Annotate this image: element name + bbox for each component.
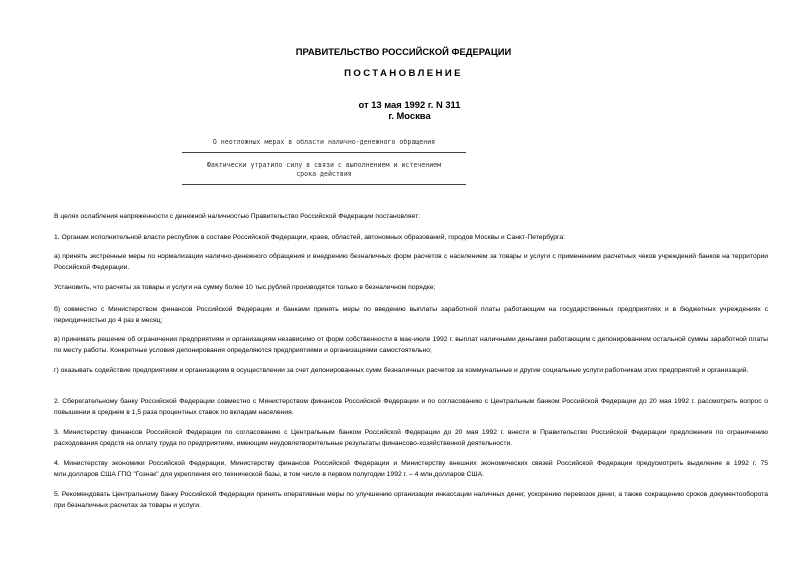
paragraph-1g: г) оказывать содействие предприятиям и организациям в осуществлении за счет депонированных сумм безналичных расчетов за коммунальные и другие социальные услуги работникам этих предприятий и организаций. — [54, 367, 749, 374]
paragraph-1a: а) принять экстренные меры по нормализации налично-денежного обращения и внедрению безналичных форм расчетов с населением за товары и услуги с применением расчетных чеков учреждений банков на территории Российской Федерации. — [54, 253, 768, 271]
paragraph-3: 3. Министерству финансов Российской Федерации по согласованию с Центральным банком Российской Федерации до 20 мая 1992 г. внести в Правительство Российской Федерации предложения по ограничению расходования средств на оплату труда по предприятиям, имеющим неудовлетворительные результаты финансово-хозяйственной деятельности. — [54, 429, 768, 447]
note-divider-top — [182, 152, 466, 153]
paragraph-2: 2. Сберегательному банку Российской Федерации совместно с Министерством финансов Российской Федерации и по согласованию с Центральным банком Российской Федерации до 20 мая 1992 г. рассмотреть вопрос о повышении в среднем в 1,5 раза процентных ставок по вкладам населения. — [54, 398, 768, 416]
document-type-heading: ПОСТАНОВЛЕНИЕ — [344, 68, 463, 79]
city-line: г. Москва — [388, 110, 431, 121]
status-note-line1: Фактически утратило силу в связи с выполнением и истечением — [206, 161, 442, 169]
date-number-line: от 13 мая 1992 г. N 311 — [358, 99, 461, 110]
paragraph-1v: в) принимать решение об ограничении предприятиям и организациям независимо от форм собственности в мае-июле 1992 г. выплат наличными деньгами работающим с депонированием остальной суммы заработной платы по месту работы. Конкретные условия депонирования определяются предприятиями и организациями самостоятельно; — [54, 336, 768, 354]
note-divider-bottom — [182, 184, 466, 185]
paragraph-4: 4. Министерству экономики Российской Федерации, Министерству финансов Российской Федерации и Министерству внешних экономических связей Российской Федерации предусмотреть выделение в 1992 г. 75 млн.долларов США ГПО "Гознак" для укрепления его технической базы, в том числе в первом полугодии 1992 г. – 4 млн.долларов США. — [54, 460, 768, 478]
paragraph-1: 1. Органам исполнительной власти республик в составе Российской Федерации, краев, областей, автономных образований, городов Москвы и Санкт-Петербурга: — [54, 234, 565, 241]
paragraph-5: 5. Рекомендовать Центральному банку Российской Федерации принять оперативные меры по улучшению организации инкассации наличных денег, ускорению перевозок денег, а также сокращению сроков документооборота при безналичных расчетах за товары и услуги. — [54, 491, 768, 509]
status-note-line2: срока действия — [296, 170, 352, 178]
paragraph-1b: б) совместно с Министерством финансов Российской Федерации и банками принять меры по введению выплаты заработной платы работающим на государственных предприятиях и в бюджетных учреждениях с периодичностью до 4 раз в месяц; — [54, 306, 768, 324]
subject-note: О неотложных мерах в области налично-денежного обращения — [212, 138, 436, 146]
paragraph-1a-extra: Установить, что расчеты за товары и услуги на сумму более 10 тыс.рублей производятся только в безналичном порядке; — [54, 284, 436, 291]
government-heading: ПРАВИТЕЛЬСТВО РОССИЙСКОЙ ФЕДЕРАЦИИ — [295, 46, 512, 57]
intro-paragraph: В целях ослабления напряженности с денежной наличностью Правительство Российской Федерации постановляет: — [54, 213, 420, 220]
